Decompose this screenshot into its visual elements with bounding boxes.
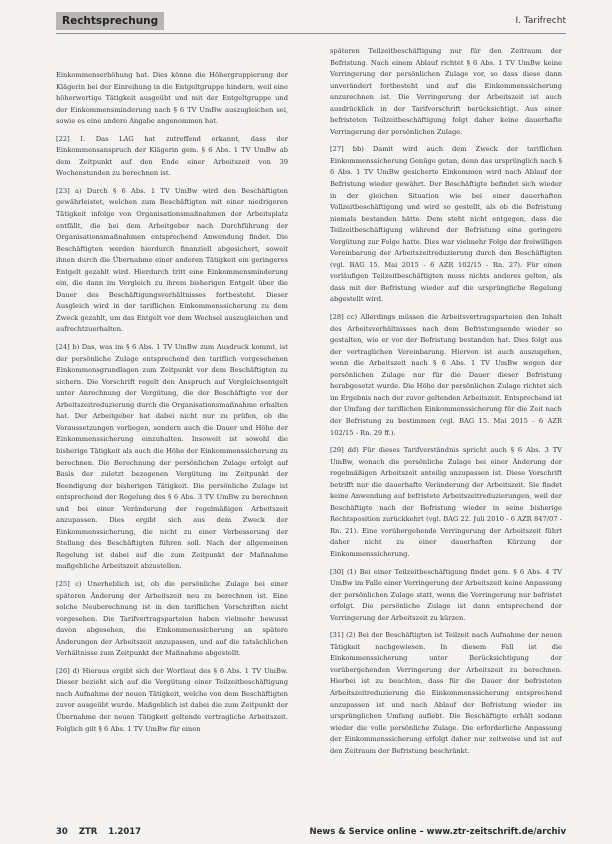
paragraph: [26] d) Hieraus ergibt sich der Wortlaut des § 6 Abs. 1 TV UmBw. Dieser bezieht sich auf die Vergütung einer Teilzeitbeschäftigung nach Aufnahme der neuen Tätigkeit, welche von dem Beschäftigten zuvor ausgeübt wurde. Maßgeblich ist dabei die zum Zeitpunkt der Übernahme der neuen Tätigkeit geltende vertragliche Arbeitszeit. Folglich gilt § 6 Abs. 1 TV UmBw für einen xyxy=(56,666,288,733)
paragraph: [24] b) Das, was im § 6 Abs. 1 TV UmBw zum Ausdruck kommt, ist der persönliche Zulage entsprechend den tariflich vorgesehenen Einkommensgrundlagen zum Zeitpunkt vor dem Beschäftigten zu sichern. Die Vorschrift regelt den Anspruch auf Vergleichsentgelt unter Anrechnung der Vergütung, die der Beschäftigte vor der Arbeitszeitreduzierung durch die Organisationsmaßnahme erhalten hat. Der Arbeitgeber hat dabei nicht nur zu prüfen, ob die Voraussetzungen vorliegen, sondern auch die Dauer und Höhe der Einkommenssicherung einzuhalten. Insoweit ist sowohl die bisherige Tätigkeit als auch die Höhe der Einkommenssicherung zu berechnen. Die Berechnung der persönlichen Zulage erfolgt auf Basis der zuletzt bezogenen Vergütung im Zeitpunkt der Beendigung der bisherigen Tätigkeit. Die persönliche Zulage ist entsprechend der Regelung des § 6 Abs. 3 TV UmBw zu berechnen und bei einer Veränderung der regelmäßigen Arbeitszeit anzupassen. Dies ergibt sich aus dem Zweck der Einkommenssicherung, die nicht zu einer Verbesserung der Stellung des Beschäftigten führen soll. Nach der allgemeinen Regelung ist dabei auf die zum Zeitpunkt der Maßnahme maßgebliche Arbeitszeit abzustellen. xyxy=(56,343,288,571)
paragraph: [27] bb) Damit wird auch dem Zweck der tariflichen Einkommenssicherung Genüge getan, denn das ursprünglich nach § 6 Abs. 1 TV UmBw gesicherte Einkommen wird nach Ablauf der Befristung wieder gewährt. Der Beschäftigte befindet sich wieder in der gleichen Situation wie bei einer dauerhaften Vollzeitbeschäftigung und wird so gestellt, als ob die Befristung niemals bestanden hätte. Dem steht nicht entgegen, dass die Teilzeitbeschäftigung während der Befristung eine geringere Vergütung zur Folge hatte. Dies war vielmehr Folge der freiwilligen Vereinbarung der Arbeitszeitreduzierung durch den Beschäftigten (vgl. BAG 15. Mai 2015 - 6 AZR 102/15 - Rn. 27). Für einen vorläufigen Teilzeitbeschäftigten muss nichts anderes gelten, als dass mit der Befristung wieder auf die ursprüngliche Regelung abgestellt wird. xyxy=(330,145,562,304)
header-rule xyxy=(56,33,566,34)
journal-issue: 1.2017 xyxy=(108,827,142,837)
section-label: I. Tarifrecht xyxy=(515,16,566,26)
paragraph: [28] cc) Allerdings müssen die Arbeitsvertragsparteien den Inhalt des Arbeitsverhältnisses nach dem Befristungsende wieder so gestalten, wie er vor der Befristung bestanden hat. Dies folgt aus der vertraglichen Vereinbarung. Hiervon ist auch auszugehen, wenn die Arbeitszeit nach § 6 Abs. 1 TV UmBw wegen der persönlichen Zulage nur für die Dauer dieser Befristung herabgesetzt wurde. Die Höhe der persönlichen Zulage richtet sich im Ergebnis nach der zuvor geltenden Arbeitszeit. Entsprechend ist der Umfang der tariflichen Einkommenssicherung für die Zeit nach der Befristung zu bestimmen (vgl. BAG 15. Mai 2015 - 6 AZR 102/15 - Rn. 29 ff.). xyxy=(330,313,562,437)
journal-name: ZTR xyxy=(78,827,98,837)
paragraph: [31] (2) Bei der Beschäftigten ist Teilzeit nach Aufnahme der neuen Tätigkeit nachgewiesen. In diesem Fall ist die Einkommenssicherung unter Berücksichtigung der vorübergehenden Verringerung der Arbeitszeit zu berechnen. Hierbei ist zu beachten, dass für die Dauer der befristeten Arbeitszeitreduzierung die Einkommenssicherung entsprechend anzupassen ist und nach Ablauf der Befristung wieder im ursprünglichen Umfang auflebt. Die Beschäftigte erhält sodann wieder die volle persönliche Zulage. Die erforderliche Anpassung der Einkommenssicherung erfolgt daher nur zeitweise und ist auf den Zeitraum der Befristung beschränkt. xyxy=(330,631,562,755)
paragraph: [30] (1) Bei einer Teilzeitbeschäftigung findet gem. § 6 Abs. 4 TV UmBw im Falle einer Verringerung der Arbeitszeit keine Anpassung der persönlichen Zulage statt, wenn die Verringerung nur befristet erfolgt. Die persönliche Zulage ist dann entsprechend der Verringerung der Arbeitszeit zu kürzen. xyxy=(330,567,562,622)
paragraph: [23] a) Durch § 6 Abs. 1 TV UmBw wird den Beschäftigten gewährleistet, welchen zum Beschäftigten mit einer niedrigeren Tätigkeit infolge von Organisationsmaßnahmen der Arbeitsplatz entfällt, die bei dem Arbeitgeber nach Durchführung der Organisationsmaßnahmen entsprechend Anwendung findet. Die Beschäftigten werden hierdurch finanziell abgesichert, soweit ihnen durch die Übernahme einer anderen Tätigkeit ein geringeres Entgelt gezahlt wird. Hierdurch tritt eine Einkommensminderung ein, die dann im Vergleich zu ihrem bisherigen Entgelt über die Dauer des Beschäftigungsverhältnisses fortbesteht. Dieser Ausgleich wird in der tariflichen Einkommenssicherung zu dem Zweck gezahlt, um das Entgelt vor dem Wechsel auszugleichen und aufrechtzuerhalten. xyxy=(56,186,288,334)
paragraph: späteren Teilzeitbeschäftigung nur für den Zeitraum der Befristung. Nach einem Ablauf richtet § 6 Abs. 1 TV UmBw keine Verringerung der persönlichen Zulage vor, so dass diese dann unverändert fortbesteht und auf die Einkommenssicherung anzurechnen ist. Die Verringerung der Arbeitszeit ist auch ausdrücklich in der Tarifvorschrift berücksichtigt. Aus einer befristeten Teilzeitbeschäftigung folgt daher keine dauerhafte Verringerung der persönlichen Zulage. xyxy=(330,47,562,136)
paragraph: [29] dd) Für dieses Tarifverständnis spricht auch § 6 Abs. 3 TV UmBw, wonach die persönliche Zulage bei einer Änderung der regelmäßigen Arbeitszeit anteilig anzupassen ist. Diese Vorschrift betrifft nur die dauerhafte Veränderung der Arbeitszeit. Sie findet keine Anwendung auf befristete Arbeitszeitreduzierungen, weil der Beschäftigte nach der Befristung wieder in seine bisherige Rechtsposition zurückkehrt (vgl. BAG 22. Juli 2010 - 6 AZR 847/07 - Rn. 21). Eine vorübergehende Verringerung der Arbeitszeit führt daher nicht zu einer dauerhaften Kürzung der Einkommenssicherung. xyxy=(330,446,562,558)
footer-left xyxy=(56,827,149,837)
paragraph: [22] I. Das LAG hat zutreffend erkannt, dass der Einkommensanspruch der Klägerin gem. § 6 Abs. 1 TV UmBw ab dem Zeitpunkt auf den Ende einer Arbeitszeit von 39 Wochenstunden zu berechnen ist. xyxy=(56,134,288,178)
page-number: 30 xyxy=(56,827,68,837)
left-column xyxy=(56,70,288,812)
footer-website: News & Service online – www.ztr-zeitschrift.de/archiv xyxy=(309,827,566,837)
page-header xyxy=(56,12,566,30)
right-column xyxy=(330,46,562,812)
section-tab: Rechtsprechung xyxy=(56,12,164,30)
paragraph: [25] c) Unerheblich ist, ob die persönliche Zulage bei einer späteren Änderung der Arbeitszeit neu zu berechnen ist. Eine solche Neuberechnung ist in den tariflichen Vorschriften nicht vorgesehen. Die Tarifvertragsparteien haben vielmehr bewusst davon abgesehen, die Einkommenssicherung an spätere Änderungen der Arbeitszeit anzupassen, und auf die tatsächlichen Verhältnisse zum Zeitpunkt der Maßnahme abgestellt. xyxy=(56,579,288,658)
page-footer xyxy=(56,826,566,838)
paragraph: Einkommenserhöhung hat. Dies könne die Höhergruppierung der Klägerin bei der Einreihung in die Entgeltgruppe hindern, weil eine höherwertige Tätigkeit ausgeübt und mit der Entgeltgruppe und der Einkommensminderung nach § 6 TV UmBw auszugleichen sei, sowie es eine andere Angabe angenommen hat. xyxy=(56,71,288,126)
